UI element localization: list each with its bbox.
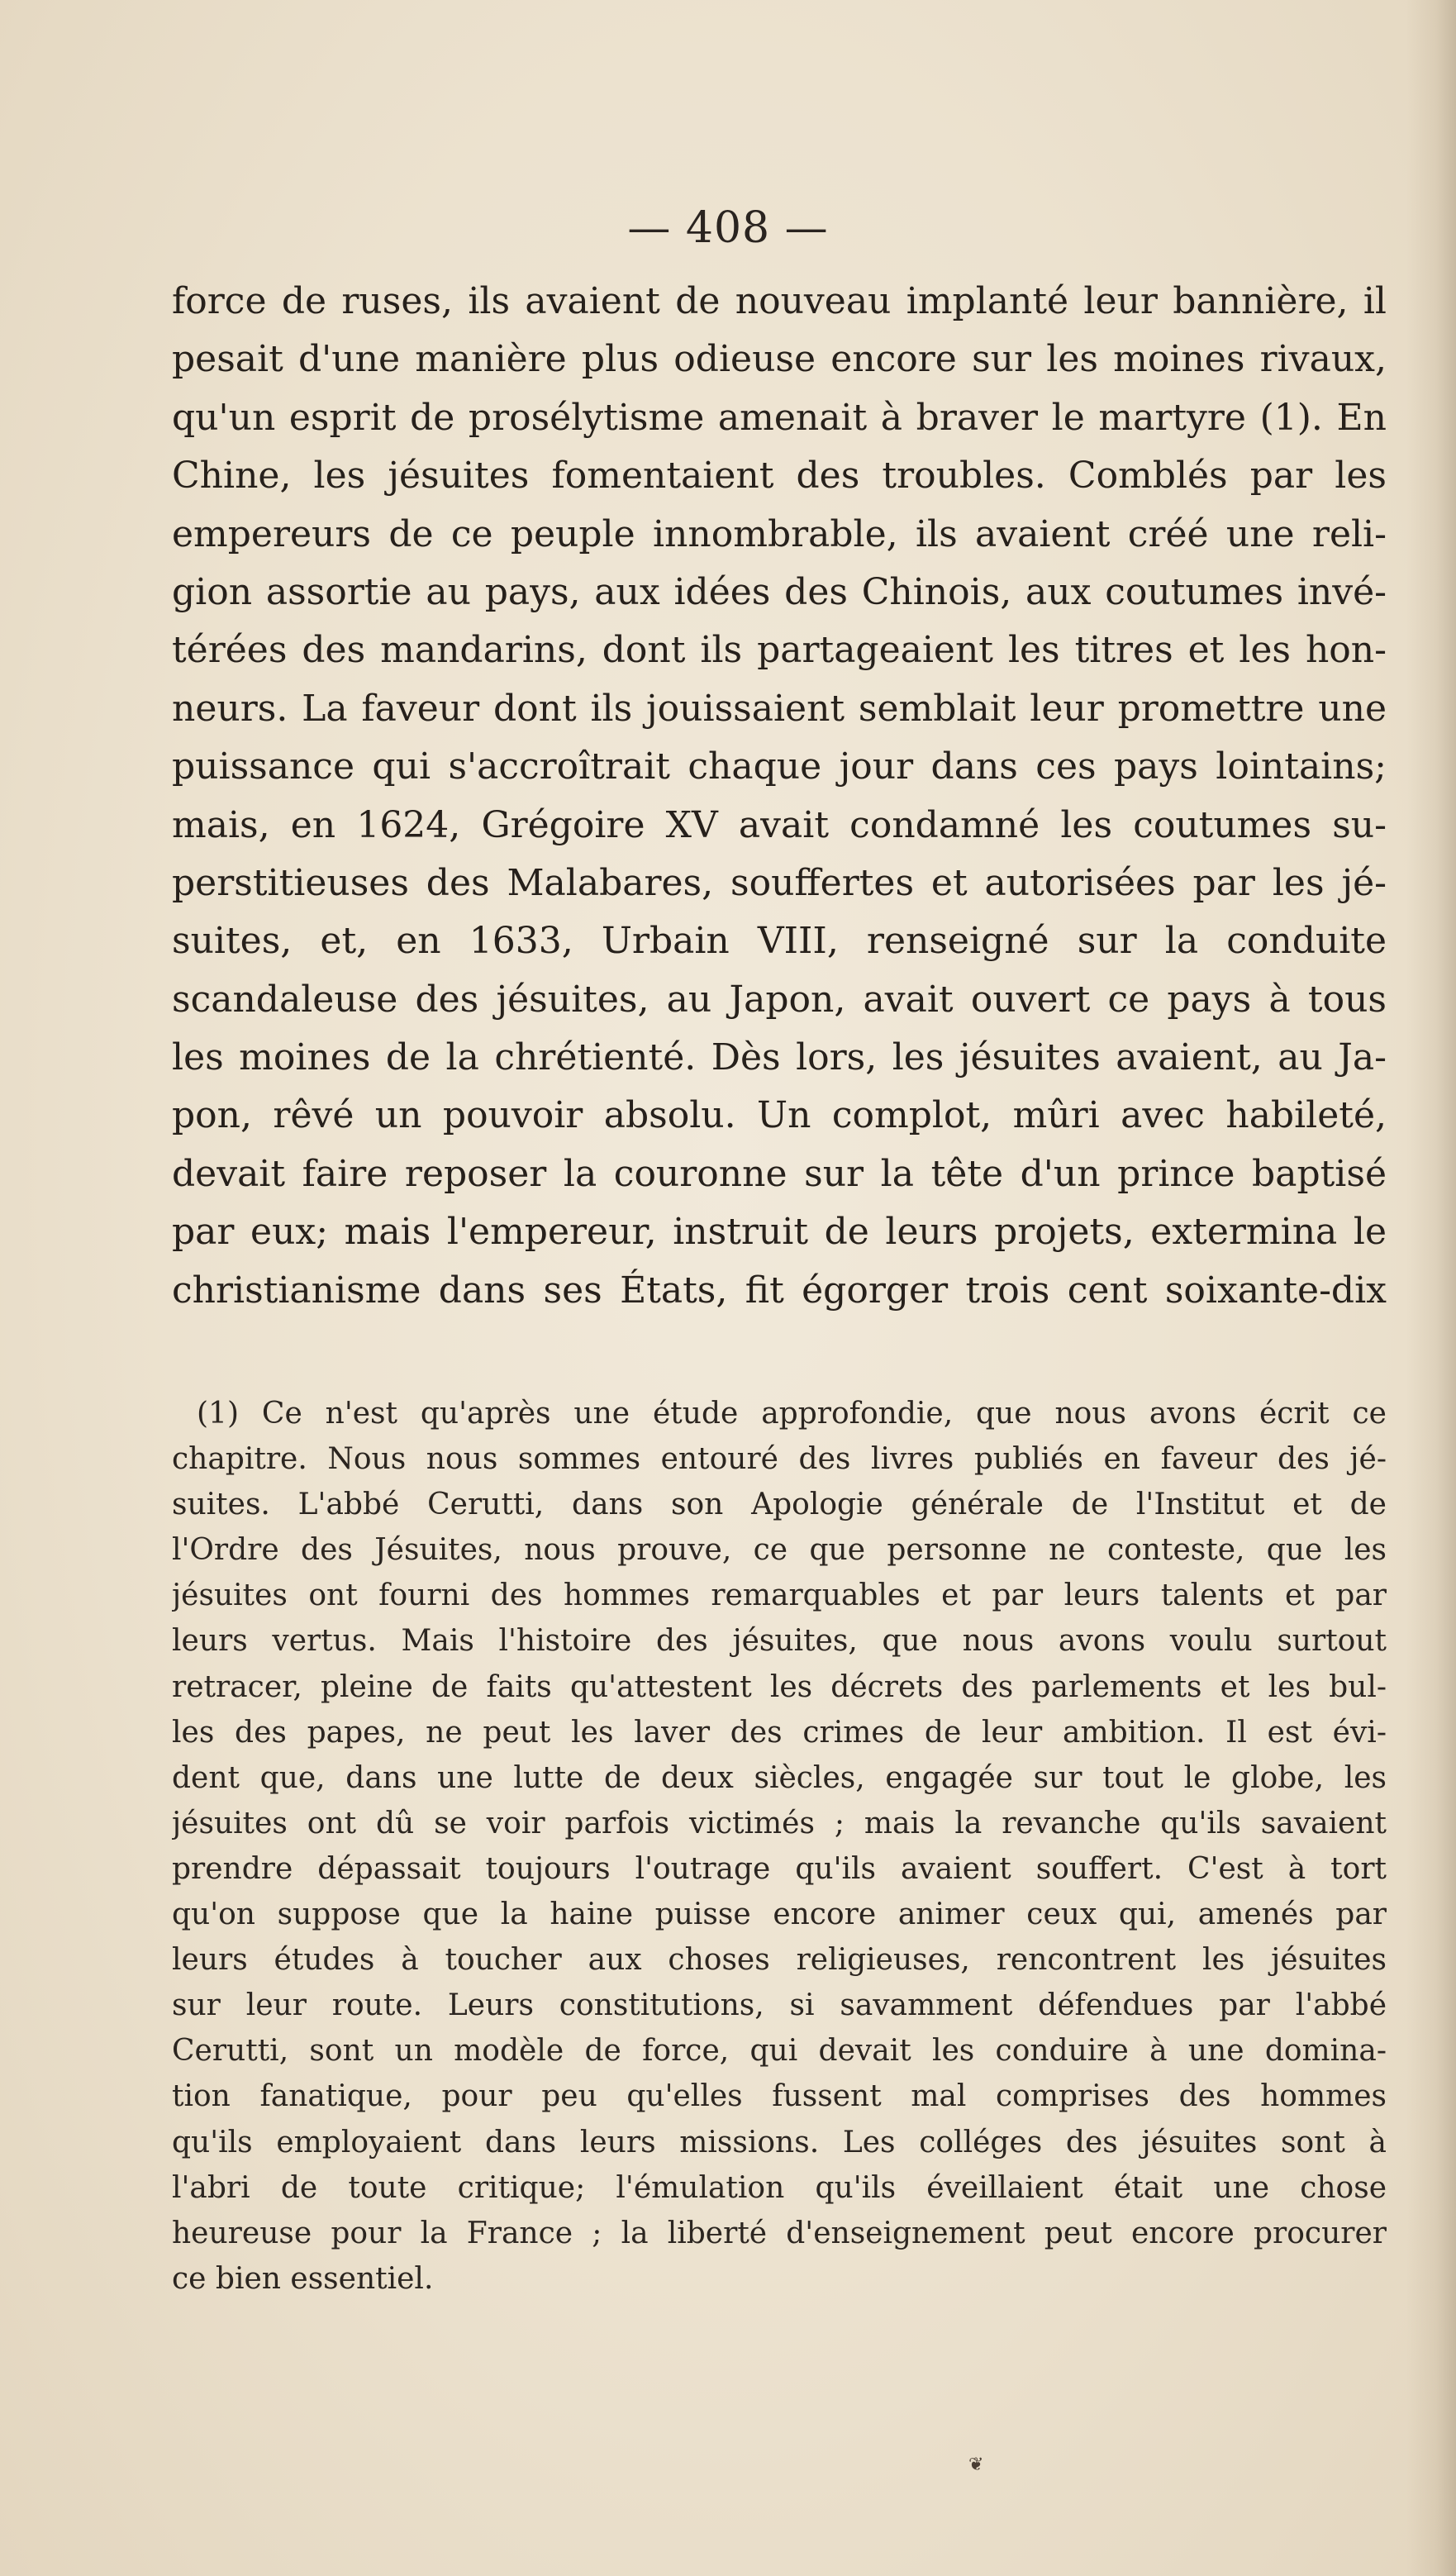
footnote-line: dent que, dans une lutte de deux siècles, engagée sur tout le globe, les bbox=[172, 1760, 1387, 1795]
main-text bbox=[172, 273, 1387, 1320]
footnote-line: (1) Ce n'est qu'après une étude approfondie, que nous avons écrit ce bbox=[197, 1397, 1387, 1431]
footnote-line: sur leur route. Leurs constitutions, si savamment défendues par l'abbé bbox=[172, 1988, 1387, 2023]
footnote-line: jésuites ont dû se voir parfois victimés ; mais la revanche qu'ils savaient bbox=[172, 1806, 1387, 1840]
footnote-line: prendre dépassait toujours l'outrage qu'ils avaient souffert. C'est à tort bbox=[172, 1851, 1387, 1886]
text-line: devait faire reposer la couronne sur la tête d'un prince baptisé bbox=[172, 1152, 1387, 1195]
text-line: perstitieuses des Malabares, souffertes et autorisées par les jé- bbox=[172, 861, 1387, 904]
text-line: gion assortie au pays, aux idées des Chinois, aux coutumes invé- bbox=[172, 570, 1387, 613]
text-line: les moines de la chrétienté. Dès lors, les jésuites avaient, au Ja- bbox=[172, 1036, 1387, 1079]
text-line: scandaleuse des jésuites, au Japon, avait ouvert ce pays à tous bbox=[172, 978, 1387, 1021]
footnote-line: jésuites ont fourni des hommes remarquables et par leurs talents et par bbox=[172, 1578, 1387, 1613]
footnote bbox=[172, 1391, 1387, 2302]
footnote-line: qu'ils employaient dans leurs missions. Les colléges des jésuites sont à bbox=[172, 2125, 1387, 2159]
text-line: force de ruses, ils avaient de nouveau implanté leur bannière, il bbox=[172, 280, 1387, 322]
footnote-line: l'abri de toute critique; l'émulation qu'ils éveillaient était une chose bbox=[172, 2170, 1387, 2205]
footnote-line: tion fanatique, pour peu qu'elles fussent mal comprises des hommes bbox=[172, 2079, 1387, 2114]
text-line: empereurs de ce peuple innombrable, ils avaient créé une reli- bbox=[172, 512, 1387, 555]
footnote-line: qu'on suppose que la haine puisse encore animer ceux qui, amenés par bbox=[172, 1897, 1387, 1932]
text-line: par eux; mais l'empereur, instruit de leurs projets, extermina le bbox=[172, 1211, 1387, 1254]
printer-ornament: ❦ bbox=[968, 2455, 984, 2475]
footnote-line: Cerutti, sont un modèle de force, qui devait les conduire à une domina- bbox=[172, 2034, 1387, 2069]
footnote-line: ce bien essentiel. bbox=[172, 2261, 434, 2296]
text-line: mais, en 1624, Grégoire XV avait condamné les coutumes su- bbox=[172, 803, 1387, 846]
page-number: — 408 — bbox=[627, 203, 829, 253]
footnote-line: retracer, pleine de faits qu'attestent les décrets des parlements et les bul- bbox=[172, 1669, 1387, 1704]
footnote-line: l'Ordre des Jésuites, nous prouve, ce que personne ne conteste, que les bbox=[172, 1533, 1387, 1568]
text-line: pon, rêvé un pouvoir absolu. Un complot, mûri avec habileté, bbox=[172, 1094, 1387, 1137]
text-line: christianisme dans ses États, fit égorger trois cent soixante-dix bbox=[172, 1269, 1387, 1312]
page-edge-shadow bbox=[1406, 0, 1456, 2576]
text-line: neurs. La faveur dont ils jouissaient semblait leur promettre une bbox=[172, 687, 1387, 730]
footnote-line: heureuse pour la France ; la liberté d'enseignement peut encore procurer bbox=[172, 2216, 1387, 2250]
text-line: pesait d'une manière plus odieuse encore sur les moines rivaux, bbox=[172, 338, 1387, 381]
text-line: térées des mandarins, dont ils partageaient les titres et les hon- bbox=[172, 629, 1387, 672]
footnote-line: les des papes, ne peut les laver des crimes de leur ambition. Il est évi- bbox=[172, 1715, 1387, 1750]
text-line: suites, et, en 1633, Urbain VIII, renseigné sur la conduite bbox=[172, 920, 1387, 963]
footnote-line: leurs études à toucher aux choses religieuses, rencontrent les jésuites bbox=[172, 1943, 1387, 1978]
footnote-line: suites. L'abbé Cerutti, dans son Apologie générale de l'Institut et de bbox=[172, 1488, 1387, 1522]
text-line: puissance qui s'accroîtrait chaque jour dans ces pays lointains; bbox=[172, 745, 1387, 788]
footnote-line: leurs vertus. Mais l'histoire des jésuites, que nous avons voulu surtout bbox=[172, 1624, 1387, 1659]
footnote-line: chapitre. Nous nous sommes entouré des livres publiés en faveur des jé- bbox=[172, 1442, 1387, 1477]
text-line: Chine, les jésuites fomentaient des troubles. Comblés par les bbox=[172, 455, 1387, 498]
text-line: qu'un esprit de prosélytisme amenait à braver le martyre (1). En bbox=[172, 396, 1387, 439]
